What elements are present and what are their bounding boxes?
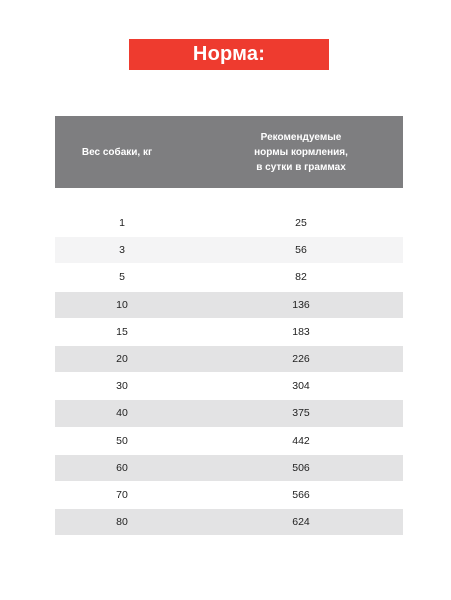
cell-norm: 442 xyxy=(292,434,310,447)
table-row xyxy=(55,428,403,455)
page-title: Норма: xyxy=(129,39,329,70)
table-row xyxy=(55,509,403,536)
table-row xyxy=(55,292,403,319)
cell-norm: 82 xyxy=(295,271,307,284)
cell-weight: 1 xyxy=(119,217,125,230)
cell-norm: 566 xyxy=(292,488,310,501)
cell-norm: 506 xyxy=(292,461,310,474)
cell-norm: 304 xyxy=(292,380,310,393)
cell-weight: 60 xyxy=(116,461,128,474)
cell-weight: 50 xyxy=(116,434,128,447)
cell-weight: 80 xyxy=(116,516,128,529)
cell-weight: 20 xyxy=(116,353,128,366)
table-header xyxy=(55,116,403,188)
cell-weight: 5 xyxy=(119,271,125,284)
cell-norm: 624 xyxy=(292,516,310,529)
cell-norm: 56 xyxy=(295,244,307,257)
table-row xyxy=(55,210,403,237)
feeding-table xyxy=(55,116,403,536)
cell-weight: 10 xyxy=(116,298,128,311)
table-spacer xyxy=(55,188,403,210)
cell-weight: 70 xyxy=(116,488,128,501)
table-row xyxy=(55,264,403,291)
header-weight: Вес собаки, кг xyxy=(81,146,153,158)
cell-norm: 183 xyxy=(292,325,310,338)
cell-norm: 375 xyxy=(292,407,310,420)
cell-norm: 25 xyxy=(295,217,307,230)
table-row xyxy=(55,237,403,264)
cell-weight: 30 xyxy=(116,380,128,393)
cell-norm: 136 xyxy=(292,298,310,311)
table-row xyxy=(55,319,403,346)
cell-weight: 40 xyxy=(116,407,128,420)
table-row xyxy=(55,455,403,482)
header-norm: Рекомендуемые нормы кормления, в сутки в граммах xyxy=(254,131,348,173)
table-row xyxy=(55,482,403,509)
table-row xyxy=(55,373,403,400)
cell-norm: 226 xyxy=(292,353,310,366)
table-row xyxy=(55,400,403,427)
table-row xyxy=(55,346,403,373)
cell-weight: 3 xyxy=(119,244,125,257)
cell-weight: 15 xyxy=(116,325,128,338)
